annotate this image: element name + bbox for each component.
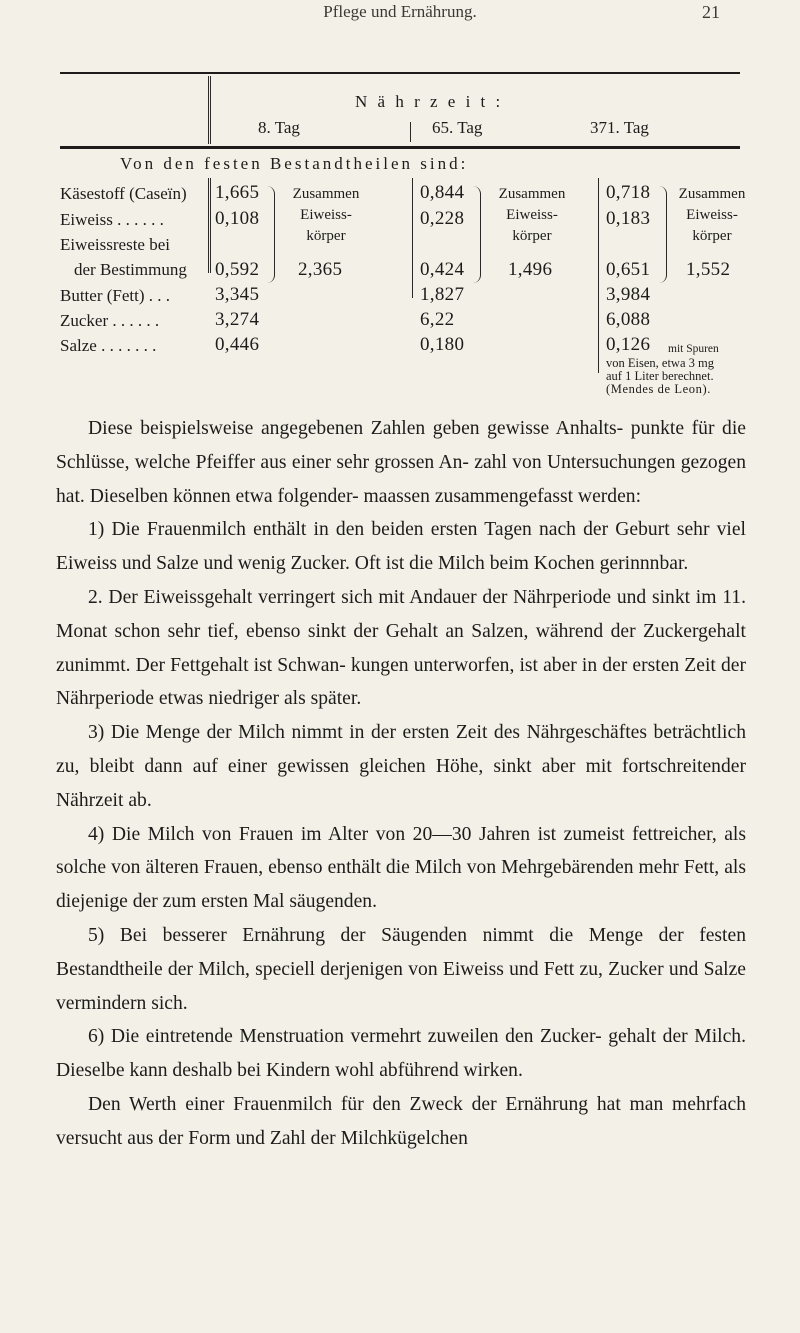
row-label-eiweiss: Eiweiss . . . . . .	[60, 210, 164, 229]
paragraph-intro: Diese beispielsweise angegebenen Zahlen geben gewisse Anhalts- punkte für die Schlüsse, welche Pfeiffer aus einer sehr grossen An- zahl von Untersuchungen gezogen hat. Dieselben können etwa folgender- maassen zusammengefasst werden:	[56, 418, 746, 507]
c2-group-caption	[482, 184, 582, 247]
c1-group-brace	[267, 186, 275, 283]
c2-group-brace	[473, 186, 481, 283]
day-header-65: 65. Tag	[432, 118, 483, 137]
c1-zucker: 3,274	[215, 309, 260, 330]
column-rule	[210, 178, 211, 273]
c2-sum: 1,496	[508, 259, 553, 280]
caption-line: Eiweiss-	[300, 207, 352, 223]
c3-reste: 0,651	[606, 259, 651, 280]
row-label-reste-2: der Bestimmung	[74, 260, 187, 279]
body-text	[56, 412, 746, 1156]
header-vertical-rule	[208, 76, 209, 144]
c2-reste: 0,424	[420, 259, 465, 280]
column-rule	[598, 178, 599, 373]
row-label-reste-1: Eiweissreste bei	[60, 235, 170, 254]
header-day-separator	[410, 122, 411, 142]
c3-zucker: 6,088	[606, 309, 651, 330]
page-number: 21	[702, 2, 720, 22]
c3-sum: 1,552	[686, 259, 731, 280]
c3-casein: 0,718	[606, 182, 651, 203]
caption-line: Eiweiss-	[506, 207, 558, 223]
caption-line: Eiweiss-	[686, 207, 738, 223]
c2-fett: 1,827	[420, 284, 465, 305]
paragraph-2: 2. Der Eiweissgehalt verringert sich mit Andauer der Nährperiode und sinkt im 11. Monat schon sehr tief, ebenso sinkt der Gehalt an Salzen, während der Zuckergehalt zunimmt. Der Fettgehalt ist Schwan- kungen unterworfen, ist aber in der ersten Zeit der Nährperiode etwas niedriger als später.	[56, 586, 746, 710]
row-label-salze: Salze . . . . . . .	[60, 336, 157, 355]
running-header	[0, 0, 800, 30]
section-title: Von den festen Bestandtheilen sind:	[120, 154, 469, 173]
c1-salze: 0,446	[215, 334, 260, 355]
c3-salze: 0,126	[606, 334, 651, 355]
caption-line: Zusammen	[292, 186, 360, 202]
c2-casein: 0,844	[420, 182, 465, 203]
day-header-8: 8. Tag	[258, 118, 300, 137]
naehrzeit-heading: N ä h r z e i t :	[355, 92, 504, 111]
row-label-casein: Käsestoff (Caseïn)	[60, 184, 187, 203]
caption-line: körper	[306, 228, 346, 244]
column-rule	[412, 178, 413, 298]
c2-salze: 0,180	[420, 334, 465, 355]
paragraph-3: 3) Die Menge der Milch nimmt in der ersten Zeit des Nährgeschäftes beträchtlich zu, bleibt dann auf einer gewissen gleichen Höhe, sinkt aber mit fortschreitender Nährzeit ab.	[56, 722, 746, 811]
c3-eiweiss: 0,183	[606, 208, 651, 229]
salze-note-1: mit Spuren	[668, 343, 719, 355]
day-header-371: 371. Tag	[590, 118, 649, 137]
running-title: Pflege und Ernährung.	[323, 2, 477, 21]
column-rule	[208, 178, 209, 273]
c3-group-caption	[667, 184, 757, 247]
c1-eiweiss: 0,108	[215, 208, 260, 229]
caption-line: körper	[512, 228, 552, 244]
salze-note-2: von Eisen, etwa 3 mg	[606, 356, 714, 370]
salze-note-4: (Mendes de Leon).	[606, 382, 711, 396]
row-label-fett: Butter (Fett) . . .	[60, 286, 171, 305]
caption-line: Zusammen	[678, 186, 746, 202]
c1-fett: 3,345	[215, 284, 260, 305]
c3-fett: 3,984	[606, 284, 651, 305]
c3-group-brace	[659, 186, 667, 283]
c1-group-caption	[276, 184, 376, 247]
c1-reste: 0,592	[215, 259, 260, 280]
table-header-rule	[60, 146, 740, 149]
paragraph-closing: Den Werth einer Frauenmilch für den Zweck der Ernährung hat man mehrfach versucht aus der Form und Zahl der Milchkügelchen	[56, 1093, 746, 1149]
paragraph-6: 6) Die eintretende Menstruation vermehrt zuweilen den Zucker- gehalt der Milch. Dieselbe kann deshalb bei Kindern wohl abführend wirken.	[56, 1026, 746, 1082]
caption-line: körper	[692, 228, 732, 244]
paragraph-4: 4) Die Milch von Frauen im Alter von 20—30 Jahren ist zumeist fettreicher, als solche von älteren Frauen, ebenso enthält die Milch von Mehrgebärenden mehr Fett, als diejenige der zum ersten Mal säugenden.	[56, 823, 746, 913]
row-label-zucker: Zucker . . . . . .	[60, 311, 160, 330]
c1-casein: 1,665	[215, 182, 260, 203]
header-vertical-rule	[210, 76, 211, 144]
c2-zucker: 6,22	[420, 309, 455, 330]
table-top-rule	[60, 72, 740, 74]
salze-note-3: auf 1 Liter berechnet.	[606, 369, 714, 383]
paragraph-1: 1) Die Frauenmilch enthält in den beiden ersten Tagen nach der Geburt sehr viel Eiweiss und Salze und wenig Zucker. Oft ist die Milch beim Kochen gerinnnbar.	[56, 519, 746, 575]
c2-eiweiss: 0,228	[420, 208, 465, 229]
paragraph-5: 5) Bei besserer Ernährung der Säugenden nimmt die Menge der festen Bestandtheile der Milch, speciell derjenigen von Eiweiss und Fett zu, Zucker und Salze vermindern sich.	[56, 924, 746, 1014]
c1-sum: 2,365	[298, 259, 343, 280]
caption-line: Zusammen	[498, 186, 566, 202]
